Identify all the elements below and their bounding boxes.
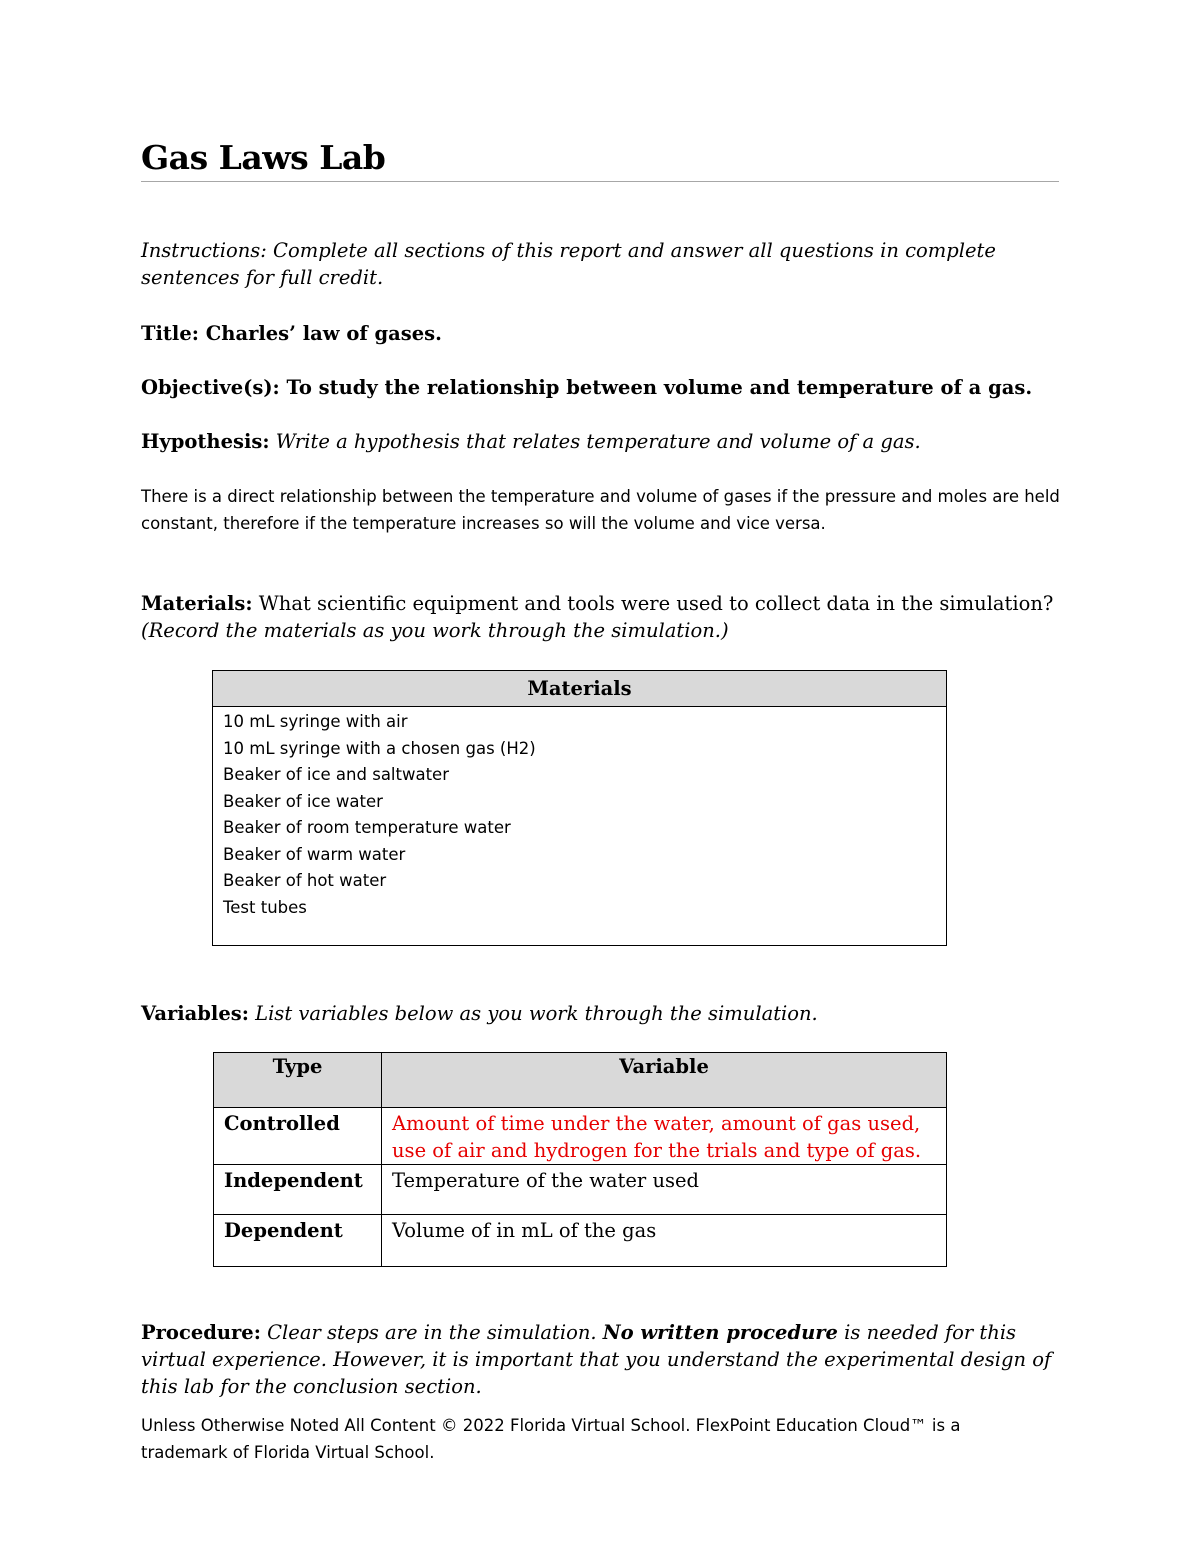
hypothesis-answer: There is a direct relationship between the temperature and volume of gases if the pressure and moles are held constant, therefore if the temperature increases so will the volume and vice versa. [141,487,1060,533]
variables-label: Variables: [141,1002,249,1025]
materials-item: Beaker of warm water [223,844,406,864]
table-row [214,1165,947,1215]
materials-table-header: Materials [213,671,947,707]
procedure-text-bold: No written procedure [602,1321,838,1344]
materials-label: Materials: [141,592,253,615]
hypothesis-prompt: Write a hypothesis that relates temperature and volume of a gas. [275,430,921,453]
variables-prompt: List variables below as you work through the simulation. [255,1002,818,1025]
materials-note: (Record the materials as you work through the simulation.) [141,619,729,642]
variable-value-cell: Temperature of the water used [382,1165,947,1215]
variable-value-cell: Volume of in mL of the gas [382,1215,947,1267]
variables-table [213,1052,947,1267]
procedure-text-b: is needed for this virtual experience. However, it is important that you understand the experimental design of this lab for the conclusion section. [141,1321,1052,1398]
materials-item: 10 mL syringe with a chosen gas (H2) [223,738,536,758]
materials-field [141,590,1061,644]
materials-item: Test tubes [223,897,307,917]
title-underline-divider [141,181,1059,182]
variables-header-variable: Variable [382,1053,947,1108]
instructions-text: Instructions: Complete all sections of this report and answer all questions in complete sentences for full credit. [141,239,996,289]
materials-item: Beaker of ice and saltwater [223,765,449,784]
materials-item: Beaker of room temperature water [223,818,511,837]
variables-field [141,1000,1061,1027]
document-title: Gas Laws Lab [141,138,386,177]
materials-item: Beaker of hot water [223,871,387,890]
variable-type-cell: Dependent [214,1215,382,1267]
materials-list-cell [213,707,947,946]
objective-value: To study the relationship between volume and temperature of a gas. [286,376,1033,399]
variable-value-cell: Amount of time under the water, amount of gas used, use of air and hydrogen for the trials and type of gas. [382,1108,947,1165]
footer-copyright: Unless Otherwise Noted All Content © 2022 Florida Virtual School. FlexPoint Education Cloud™ is a trademark of Florida Virtual School. [141,1416,961,1462]
title-field-label: Title: [141,322,199,345]
title-field-value: Charles’ law of gases. [205,322,442,345]
hypothesis-field [141,428,1061,455]
materials-prompt: What scientific equipment and tools were used to collect data in the simulation? [258,592,1054,615]
variables-header-type: Type [214,1053,382,1108]
table-row [214,1215,947,1267]
materials-table [212,670,947,946]
variable-type-cell: Controlled [214,1108,382,1165]
procedure-label: Procedure: [141,1321,261,1344]
objective-field [141,374,1061,401]
procedure-field [141,1319,1061,1400]
hypothesis-label: Hypothesis: [141,430,270,453]
procedure-text-a: Clear steps are in the simulation. [267,1321,597,1344]
variable-type-cell: Independent [214,1165,382,1215]
title-field [141,320,1061,347]
table-row [214,1108,947,1165]
objective-label: Objective(s): [141,376,280,399]
materials-item: Beaker of ice water [223,791,383,811]
materials-item: 10 mL syringe with air [223,712,408,731]
